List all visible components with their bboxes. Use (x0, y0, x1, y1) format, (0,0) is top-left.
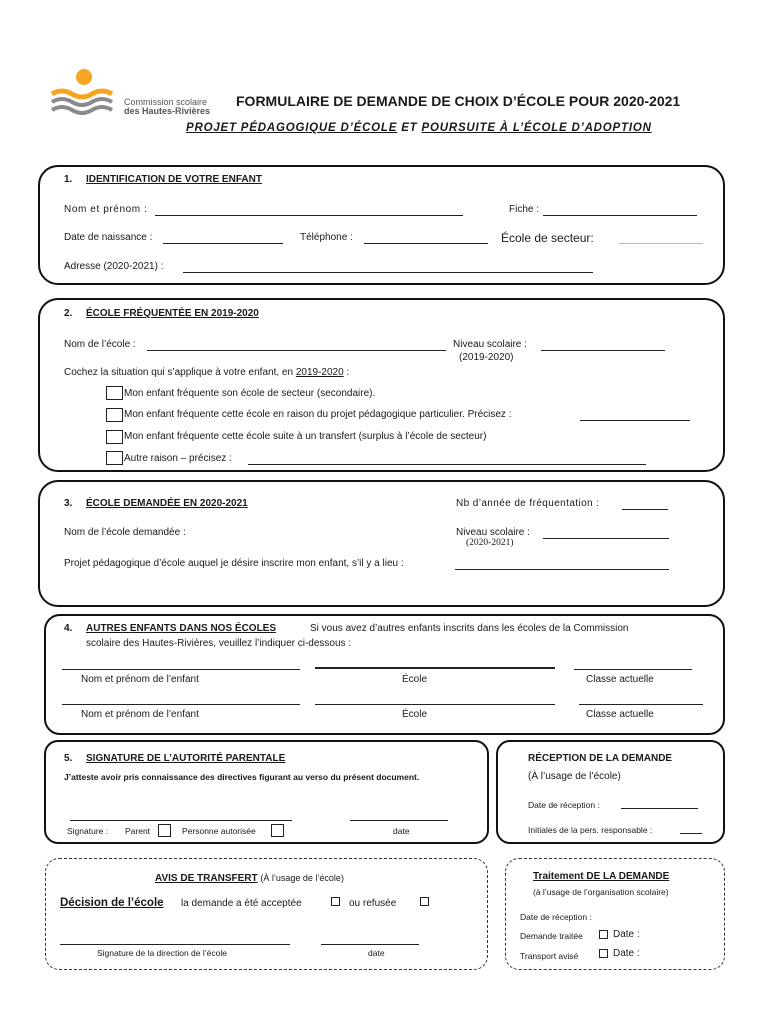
option-4-label: Autre raison – précisez : (124, 453, 232, 464)
checkbox-option-1[interactable] (106, 386, 123, 400)
field-signature[interactable] (70, 820, 292, 821)
field-niveau-scolaire[interactable] (541, 350, 665, 351)
checkbox-personne-autorisee[interactable] (271, 824, 284, 837)
field-niveau-demande[interactable] (543, 538, 669, 539)
section-3-title: ÉCOLE DEMANDÉE EN 2020-2021 (86, 498, 248, 509)
field-adresse[interactable] (183, 272, 593, 273)
checkbox-acceptee[interactable] (331, 897, 340, 906)
section-4-desc-line2: scolaire des Hautes-Rivières, veuillez l’indiquer ci-dessous : (86, 638, 352, 649)
field-fiche[interactable] (543, 215, 697, 216)
cochez-instruction (64, 367, 349, 379)
label-signature: Signature : (67, 826, 109, 836)
label-niveau-demande: Niveau scolaire : (456, 527, 530, 538)
label-parent: Parent (125, 826, 151, 836)
form-subtitle (186, 121, 652, 135)
col-classe-1: Classe actuelle (586, 674, 654, 685)
cochez-post: : (343, 367, 350, 378)
col-classe-2: Classe actuelle (586, 709, 654, 720)
section-5-number: 5. (64, 753, 73, 764)
avis-title-line (155, 872, 344, 885)
option-3-label: Mon enfant fréquente cette école suite à un transfert (surplus à l’école de secteur) (124, 431, 487, 442)
col-nom-enfant-2: Nom et prénom de l’enfant (81, 709, 199, 720)
label-signature-direction: Signature de la direction de l’école (97, 948, 227, 958)
field-telephone[interactable] (364, 243, 488, 244)
label-signature-date: date (393, 826, 410, 836)
label-ecole-secteur: École de secteur: (501, 231, 594, 245)
reception-usage: (À l’usage de l’école) (528, 771, 621, 782)
checkbox-option-4[interactable] (106, 451, 123, 465)
label-ecole-demandee: Nom de l’école demandée : (64, 527, 186, 538)
field-enfant-1-ecole[interactable] (315, 667, 555, 669)
traitement-usage: (à l’usage de l’organisation scolaire) (533, 887, 669, 897)
field-enfant-2-classe[interactable] (579, 704, 703, 705)
field-enfant-1-classe[interactable] (574, 669, 692, 670)
subtitle-part1: PROJET PÉDAGOGIQUE D’ÉCOLE (186, 122, 398, 134)
label-date-reception: Date de réception : (528, 800, 600, 810)
checkbox-option-3[interactable] (106, 430, 123, 444)
cochez-pre: Cochez la situation qui s’applique à votre enfant, en (64, 367, 296, 378)
traitement-title: Traitement DE LA DEMANDE (533, 871, 670, 882)
field-initiales[interactable] (680, 833, 702, 834)
field-nom-prenom[interactable] (155, 215, 463, 216)
field-nom-ecole[interactable] (147, 350, 446, 351)
label-initiales: Initiales de la pers. responsable : (528, 825, 653, 835)
checkbox-parent[interactable] (158, 824, 171, 837)
logo (50, 68, 210, 116)
checkbox-demande-traitee[interactable] (599, 930, 608, 939)
label-adresse: Adresse (2020-2021) : (64, 261, 164, 272)
avis-title: AVIS DE TRANSFERT (155, 873, 258, 884)
label-telephone: Téléphone : (300, 232, 353, 243)
org-name-line1: Commission scolaire (124, 97, 208, 107)
checkbox-refusee[interactable] (420, 897, 429, 906)
label-demande-traitee: Demande traitée (520, 931, 583, 941)
field-option-2-precisez[interactable] (580, 420, 690, 421)
label-niveau-scolaire: Niveau scolaire : (453, 339, 527, 350)
logo-mark (50, 68, 122, 116)
field-ecole-secteur[interactable] (619, 243, 703, 244)
field-date-reception[interactable] (621, 808, 698, 809)
label-nom-prenom: Nom et prénom : (64, 204, 148, 215)
label-projet: Projet pédagogique d’école auquel je désire inscrire mon enfant, s’il y a lieu : (64, 558, 404, 569)
section-1-number: 1. (64, 174, 73, 185)
label-traitement-date-reception: Date de réception : (520, 912, 592, 922)
label-nom-ecole: Nom de l’école : (64, 339, 136, 350)
org-name-line2: des Hautes-Rivières (124, 106, 211, 116)
demande-acceptee-label: la demande a été acceptée (181, 898, 302, 909)
col-ecole-2: École (402, 709, 428, 720)
section-4-desc-line1: Si vous avez d’autres enfants inscrits dans les écoles de la Commission (310, 623, 629, 634)
section-2-box (38, 298, 725, 472)
section-2-number: 2. (64, 308, 73, 319)
checkbox-option-2[interactable] (106, 408, 123, 422)
field-autre-raison[interactable] (248, 464, 646, 465)
field-date-naissance[interactable] (163, 243, 283, 244)
field-enfant-1-nom[interactable] (62, 669, 300, 670)
field-enfant-2-ecole[interactable] (315, 704, 555, 705)
field-projet[interactable] (455, 569, 669, 570)
label-transport-avise: Transport avisé (520, 951, 579, 961)
section-2-title: ÉCOLE FRÉQUENTÉE EN 2019-2020 (86, 308, 259, 319)
label-personne-autorisee: Personne autorisée (182, 826, 256, 836)
checkbox-transport-avise[interactable] (599, 949, 608, 958)
label-date-naissance: Date de naissance : (64, 232, 153, 243)
section-4-number: 4. (64, 623, 73, 634)
col-ecole-1: École (402, 674, 428, 685)
form-title: FORMULAIRE DE DEMANDE DE CHOIX D’ÉCOLE POUR 2020-2021 (236, 93, 681, 109)
subtitle-part2: ET (397, 122, 422, 134)
subtitle-part3: POURSUITE À L’ÉCOLE D’ADOPTION (421, 122, 652, 134)
field-enfant-2-nom[interactable] (62, 704, 300, 705)
label-nb-annee: Nb d’année de fréquentation : (456, 498, 600, 509)
field-signature-date[interactable] (350, 820, 448, 821)
niveau-year: (2019-2020) (459, 352, 514, 363)
decision-label: Décision de l’école (60, 897, 164, 909)
field-nb-annee[interactable] (622, 509, 668, 510)
niveau-demande-year: (2020-2021) (466, 538, 514, 548)
avis-usage: (À l’usage de l’école) (260, 873, 344, 883)
refusee-label: ou refusée (349, 898, 397, 909)
label-avis-date: date (368, 948, 385, 958)
section-5-title: SIGNATURE DE L’AUTORITÉ PARENTALE (86, 753, 286, 764)
attestation-text: J’atteste avoir pris connaissance des directives figurant au verso du présent document. (64, 772, 420, 782)
label-transport-date: Date : (613, 948, 640, 959)
section-4-title: AUTRES ENFANTS DANS NOS ÉCOLES (86, 623, 277, 634)
reception-title: RÉCEPTION DE LA DEMANDE (528, 753, 673, 764)
section-3-number: 3. (64, 498, 73, 509)
section-1-title: IDENTIFICATION DE VOTRE ENFANT (86, 174, 262, 185)
option-1-label: Mon enfant fréquente son école de secteur (secondaire). (124, 388, 376, 399)
cochez-year: 2019-2020 (295, 367, 344, 378)
field-signature-direction[interactable] (60, 944, 290, 945)
option-2-label: Mon enfant fréquente cette école en raison du projet pédagogique particulier. Précisez : (124, 409, 512, 420)
label-demande-traitee-date: Date : (613, 929, 640, 940)
col-nom-enfant-1: Nom et prénom de l’enfant (81, 674, 199, 685)
label-fiche: Fiche : (509, 204, 540, 215)
field-avis-date[interactable] (321, 944, 419, 945)
